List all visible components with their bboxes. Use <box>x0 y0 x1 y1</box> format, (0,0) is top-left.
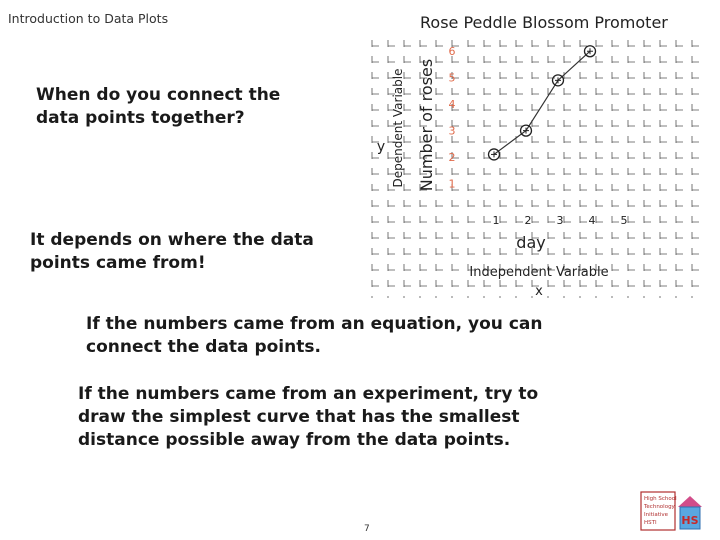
data-series <box>489 46 596 160</box>
y-tick-label: 3 <box>448 124 456 138</box>
svg-text:High School: High School <box>644 496 677 502</box>
x-axis-label: day <box>516 233 546 252</box>
y-axis-symbol: y <box>376 139 386 155</box>
y-tick-label: 4 <box>448 98 456 112</box>
x-axis-symbol: x <box>535 284 543 299</box>
equation-explanation: If the numbers came from an equation, you can connect the data points. <box>86 314 543 357</box>
svg-text:HSTI: HSTI <box>644 520 657 526</box>
y-axis-label: Number of roses <box>417 58 436 192</box>
experiment-explanation: If the numbers came from an experiment, try to draw the simplest curve that has the smallest distance possible away from the data points. <box>78 384 539 450</box>
y-tick-label: 1 <box>448 177 456 191</box>
x-axis-caption: Independent Variable <box>469 265 609 280</box>
y-axis-caption: Dependent Variable <box>391 68 405 188</box>
question-text: When do you connect the data points together? <box>36 85 281 128</box>
x-tick-label: 1 <box>492 214 500 227</box>
y-tick-label: 2 <box>448 151 456 165</box>
chart-title: Rose Peddle Blossom Promoter <box>420 13 668 32</box>
svg-text:Initiative: Initiative <box>644 512 669 518</box>
page-number: 7 <box>364 524 370 534</box>
x-tick-label: 5 <box>620 214 628 227</box>
hsti-logo <box>640 491 706 533</box>
svg-text:Technology: Technology <box>644 504 675 510</box>
svg-text:HS: HS <box>681 514 699 527</box>
tick-labels <box>449 45 628 227</box>
y-tick-label: 6 <box>448 45 456 59</box>
answer-text: It depends on where the data points came from! <box>30 230 314 273</box>
x-tick-label: 2 <box>524 214 532 227</box>
x-tick-label: 4 <box>588 214 596 227</box>
header-title: Introduction to Data Plots <box>8 11 169 26</box>
x-tick-label: 3 <box>556 214 564 227</box>
axes <box>377 59 609 299</box>
series-line <box>494 51 590 154</box>
y-tick-label: 5 <box>448 71 456 85</box>
